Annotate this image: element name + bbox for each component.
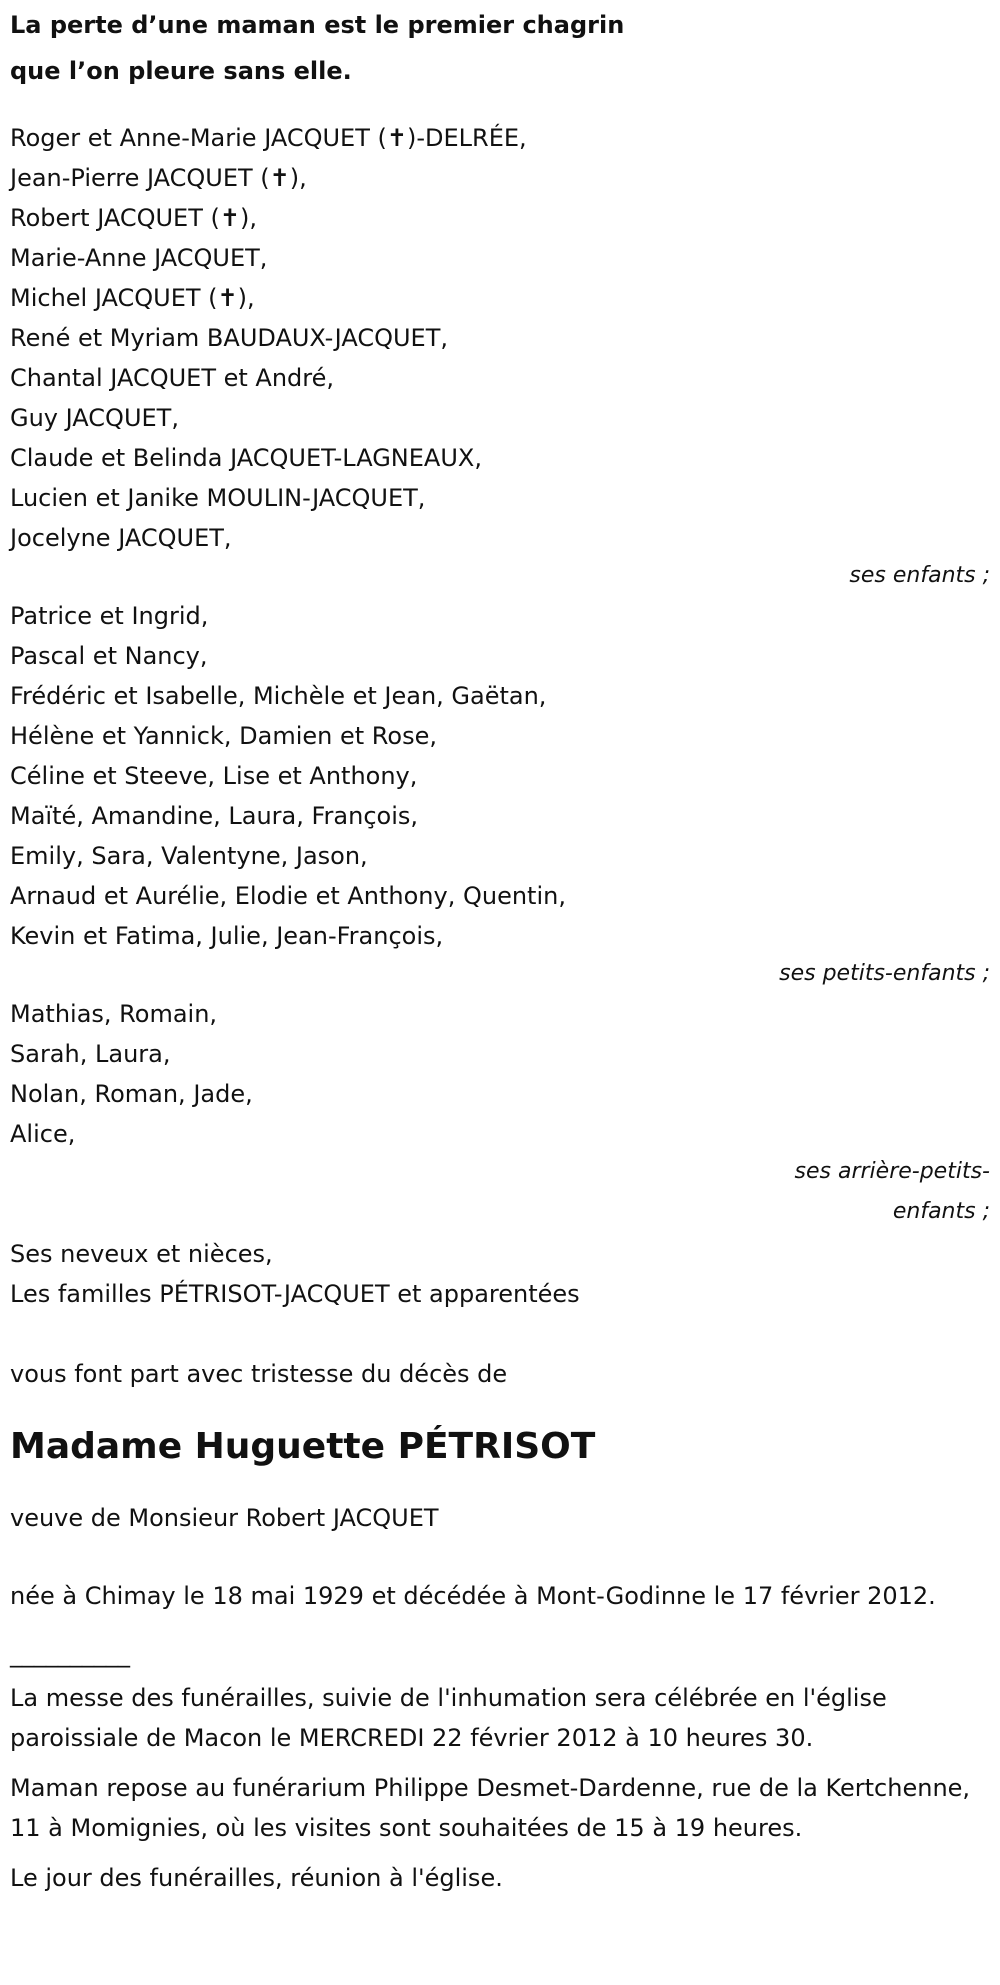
list-item: Lucien et Janike MOULIN-JACQUET,	[10, 484, 426, 512]
list-item: Pascal et Nancy,	[10, 642, 208, 670]
list-item: Arnaud et Aurélie, Elodie et Anthony, Quentin,	[10, 882, 566, 910]
list-item: Hélène et Yannick, Damien et Rose,	[10, 722, 437, 750]
funeral-mass: La messe des funérailles, suivie de l'inhumation sera célébrée en l'église paroissiale de Macon le MERCREDI 22 février 2012 à 10 heures 30.	[10, 1684, 887, 1752]
list-item: Michel JACQUET (✝),	[10, 284, 255, 312]
list-item: Alice,	[10, 1120, 76, 1148]
relatives-list	[10, 1234, 990, 1314]
list-item: Emily, Sara, Valentyne, Jason,	[10, 842, 368, 870]
list-item: Ses neveux et nièces,	[10, 1240, 273, 1268]
list-item: Kevin et Fatima, Julie, Jean-François,	[10, 922, 444, 950]
role-line: ses arrière-petits-	[794, 1159, 990, 1184]
epigraph-line: La perte d’une maman est le premier chagrin	[10, 11, 625, 39]
epigraph	[10, 2, 990, 94]
grandchildren-role-label: ses petits-enfants ;	[779, 961, 990, 986]
list-item: Les familles PÉTRISOT-JACQUET et apparentées	[10, 1280, 580, 1308]
list-item: Mathias, Romain,	[10, 1000, 218, 1028]
list-item: René et Myriam BAUDAUX-JACQUET,	[10, 324, 448, 352]
list-item: Nolan, Roman, Jade,	[10, 1080, 253, 1108]
separator: __________	[10, 1640, 130, 1668]
list-item: Marie-Anne JACQUET,	[10, 244, 268, 272]
announcement: vous font part avec tristesse du décès de	[10, 1360, 508, 1388]
great-grandchildren-list	[10, 994, 990, 1154]
deceased-name: Madame Huguette PÉTRISOT	[10, 1426, 596, 1467]
list-item: Sarah, Laura,	[10, 1040, 171, 1068]
list-item: Guy JACQUET,	[10, 404, 179, 432]
list-item: Céline et Steeve, Lise et Anthony,	[10, 762, 418, 790]
obituary-notice	[10, 0, 990, 1898]
list-item: Chantal JACQUET et André,	[10, 364, 335, 392]
list-item: Patrice et Ingrid,	[10, 602, 209, 630]
reunion: Le jour des funérailles, réunion à l'église.	[10, 1864, 503, 1892]
children-role-label: ses enfants ;	[849, 563, 990, 588]
role-line: enfants ;	[892, 1199, 990, 1224]
children-list	[10, 118, 990, 558]
list-item: Frédéric et Isabelle, Michèle et Jean, Gaëtan,	[10, 682, 547, 710]
list-item: Roger et Anne-Marie JACQUET (✝)-DELRÉE,	[10, 124, 527, 152]
list-item: Robert JACQUET (✝),	[10, 204, 257, 232]
epigraph-line: que l’on pleure sans elle.	[10, 57, 352, 85]
list-item: Jean-Pierre JACQUET (✝),	[10, 164, 307, 192]
great-grandchildren-role-label	[10, 1152, 990, 1232]
grandchildren-list	[10, 596, 990, 956]
widow-of: veuve de Monsieur Robert JACQUET	[10, 1504, 439, 1532]
list-item: Jocelyne JACQUET,	[10, 524, 232, 552]
funerarium: Maman repose au funérarium Philippe Desmet-Dardenne, rue de la Kertchenne, 11 à Momignies, où les visites sont souhaitées de 15 à 19 heures.	[10, 1774, 971, 1842]
list-item: Claude et Belinda JACQUET-LAGNEAUX,	[10, 444, 482, 472]
list-item: Maïté, Amandine, Laura, François,	[10, 802, 419, 830]
birth-death: née à Chimay le 18 mai 1929 et décédée à Mont-Godinne le 17 février 2012.	[10, 1582, 936, 1610]
